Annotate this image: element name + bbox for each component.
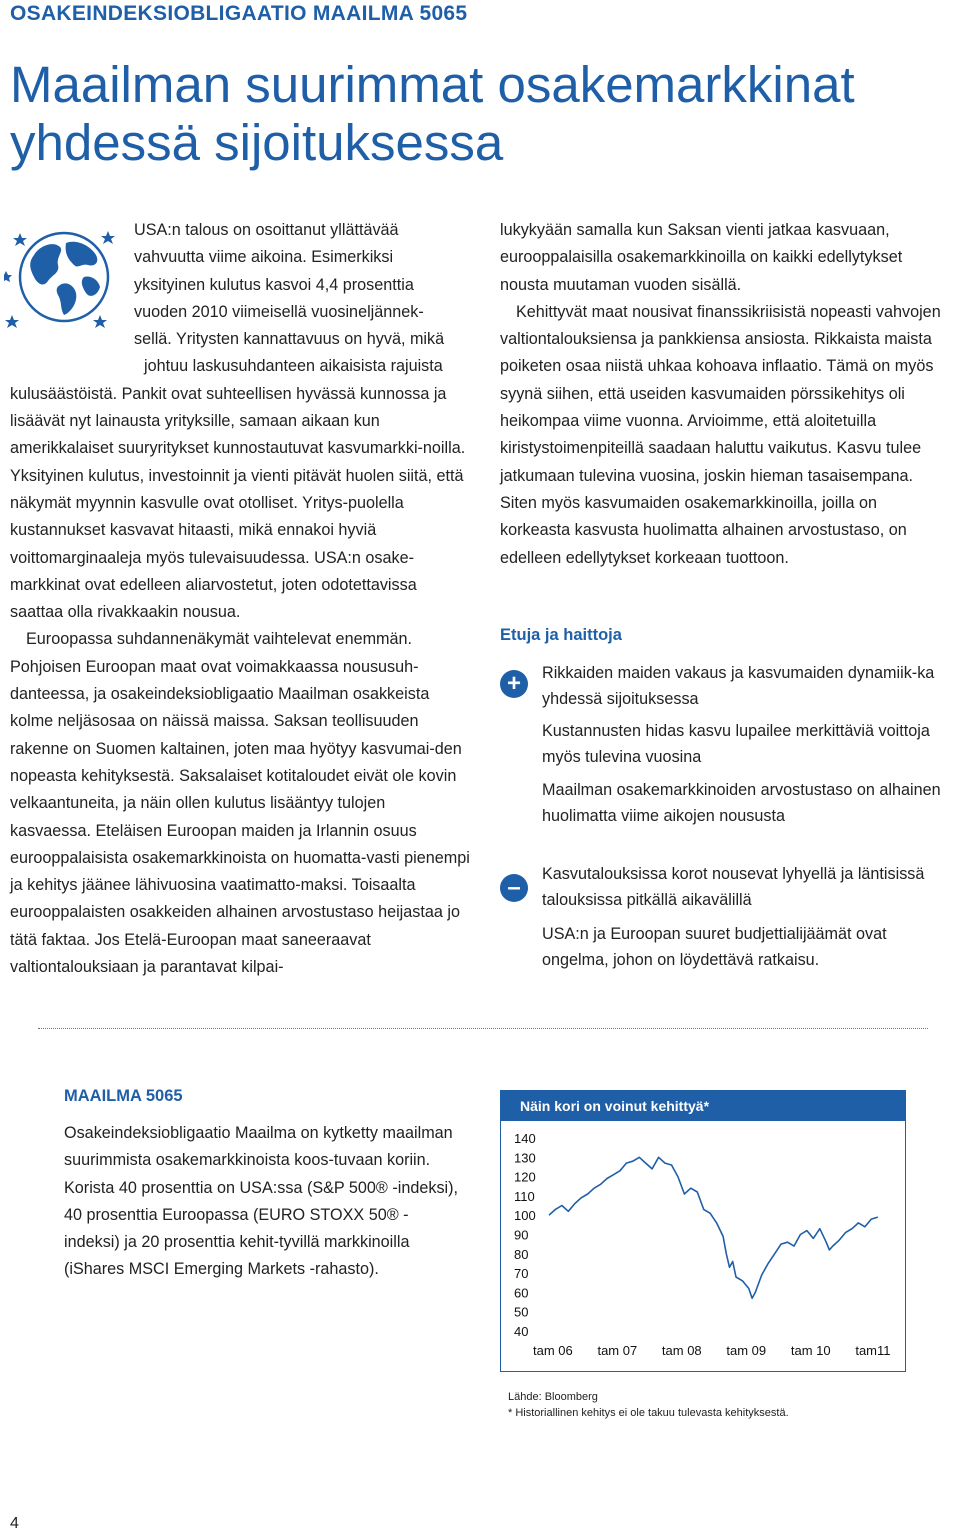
x-tick-label: tam 09 [726,1343,767,1358]
con-item: Kasvutalouksissa korot nousevat lyhyellä ja läntisissä talouksissa pitkällä aikavälillä [542,865,925,909]
x-tick-label: tam 08 [661,1343,702,1358]
y-tick-label: 130 [514,1150,536,1166]
line-chart [501,1091,905,1371]
con-item: USA:n ja Euroopan suuret budjettialijäämät ovat ongelma, johon on löydettävä ratkaisu. [542,925,887,969]
paragraph: Kehittyvät maat nousivat finanssikriisistä nopeasti vahvojen valtiontalouksiensa ja pankkiensa ansiosta. Rikkaista maista poiketen osaa niistä uhkaa kohoava inflaatio. Tämä on myös syynä siihen, että useiden kasvumaiden pörssikehitys oli heikompaa viime vuonna. Arvioimme, että aloitetuilla kiristystoimenpiteillä saadaan haluttu vaikutus. Kasvu tulee jatkumaan tulevina vuosina, joskin hieman tasaisempana. Siten myös kasvumaiden osakemarkkinoilla, joilla on korkeasta kasvusta huolimatta alhainen arvostustaso, on edelleen edellytykset korkeaan tuottoon. [500,302,941,567]
section-label: OSAKEINDEKSIOBLIGAATIO MAAILMA 5065 [10,2,468,25]
title-line-1: Maailman suurimmat osakemarkkinat [10,56,855,113]
paragraph: Euroopassa suhdannenäkymät vaihtelevat enemmän. Pohjoisen Euroopan maat ovat voimakkaassa noususuh-danteessa, ja osakeindeksiobligaatio Maailman osakkeista kolme neljäsosaa on näissä maissa. Saksan teollisuuden rakenne on Suomen kaltainen, joten maa hyötyy kasvumai-den nopeasta kehityksestä. Saksalaiset kotitaloudet eivät ole kovin velkaantuneita, ja näin ollen kulutus lisääntyy tulojen kasvaessa. Eteläisen Euroopan maiden ja Irlannin osuus eurooppalaisista osakemarkkinoista on huomatta-vasti pienempi ja kehitys jäänee lähivuosina vaatimatto-maksi. Toisaalta eurooppalaisten osakkeiden alhainen arvostustaso heijastaa jo tätä faktaa. Jos Etelä-Euroopan maat saneeraavat valtiontalouksiaan ja parantavat kilpai- [10,630,470,977]
chart-source [508,1389,789,1421]
wrap-line: USA:n talous on osoittanut yllättävää [134,221,399,239]
x-tick-label: tam 10 [790,1343,831,1358]
info-box-title: MAAILMA 5065 [64,1087,183,1105]
y-tick-label: 40 [514,1324,529,1339]
article-right-column [500,217,945,572]
pro-item: Kustannusten hidas kasvu lupailee merkittäviä voittoja myös tulevina vuosina [542,722,930,766]
minus-icon: – [500,874,528,902]
info-box-text: Osakeindeksiobligaatio Maailma on kytketty maailman suurimmista osakemarkkinoista koos-tuvaan koriin. Korista 40 prosenttia on USA:ssa (S&P 500® -indeksi), 40 prosenttia Euroopassa (EURO STOXX 50® -indeksi) ja 20 prosenttia kehit-tyvillä markkinoilla (iShares MSCI Emerging Markets -rahasto). [64,1124,459,1279]
y-tick-label: 80 [514,1246,529,1262]
disclaimer-line: * Historiallinen kehitys ei ole takuu tulevasta kehityksestä. [508,1407,789,1419]
chart-title: Näin kori on voinut kehittyä* [501,1091,905,1121]
y-tick-label: 140 [514,1131,536,1146]
wrap-line: yksityinen kulutus kasvoi 4,4 prosenttia [134,275,414,294]
title-line-2: yhdessä sijoituksessa [10,114,504,171]
wrap-line: vahvuutta viime aikoina. Esimerkiksi [134,248,394,267]
pros-cons-title: Etuja ja haittoja [500,626,622,644]
page-number: 4 [10,1515,19,1532]
section-divider [38,1028,928,1029]
pro-item: Maailman osakemarkkinoiden arvostustaso on alhainen huolimatta viime aikojen noususta [542,781,941,825]
plus-icon: + [500,670,528,698]
y-tick-label: 120 [514,1169,536,1185]
y-tick-label: 50 [514,1304,529,1320]
series-line [549,1157,878,1298]
y-tick-label: 60 [514,1285,529,1301]
y-tick-label: 100 [514,1208,536,1224]
article-left-column [10,217,470,981]
x-tick-label: tam 07 [597,1343,638,1358]
paragraph: kulusäästöistä. Pankit ovat suhteellisen hyvässä kunnossa ja lisäävät nyt lainausta yrityksille, samaan aikaan kun amerikkalaiset suuryritykset kunnostautuvat kasvumarkki-noilla. Yksityinen kulutus, investoinnit ja vienti pitävät huolen siitä, että näkymät myynnin kasvulle ovat otolliset. Yritys-puolella kustannukset kasvavat hitaasti, mikä ennakoi hyviä voittomarginaaleja myös tulevaisuudessa. USA:n osake-markkinat ovat edelleen aliarvostetut, joten odotettavissa saattaa olla rivakkaakin nousua. [10,384,466,622]
wrap-line: sellä. Yritysten kannattavuus on hyvä, mikä [134,330,445,349]
page-title [10,56,950,172]
paragraph: lukykyään samalla kun Saksan vienti jatkaa kasvuaan, eurooppalaisilla osakemarkkinoilla on kaikki edellytykset nousta muutaman vuoden sisällä. [500,221,903,294]
chart-panel [500,1090,906,1372]
x-tick-label: tam11 [855,1343,891,1358]
y-tick-label: 70 [514,1266,529,1282]
wrap-line: johtuu laskusuhdanteen aikaisista rajuista [144,357,443,376]
source-line: Lähde: Bloomberg [508,1391,598,1403]
x-tick-label: tam 06 [533,1343,573,1358]
y-tick-label: 90 [514,1227,529,1243]
wrap-line: vuoden 2010 viimeisellä vuosineljännek- [134,302,424,321]
pro-item: Rikkaiden maiden vakaus ja kasvumaiden dynamiik-ka yhdessä sijoituksessa [542,664,935,708]
y-tick-label: 110 [514,1188,535,1204]
